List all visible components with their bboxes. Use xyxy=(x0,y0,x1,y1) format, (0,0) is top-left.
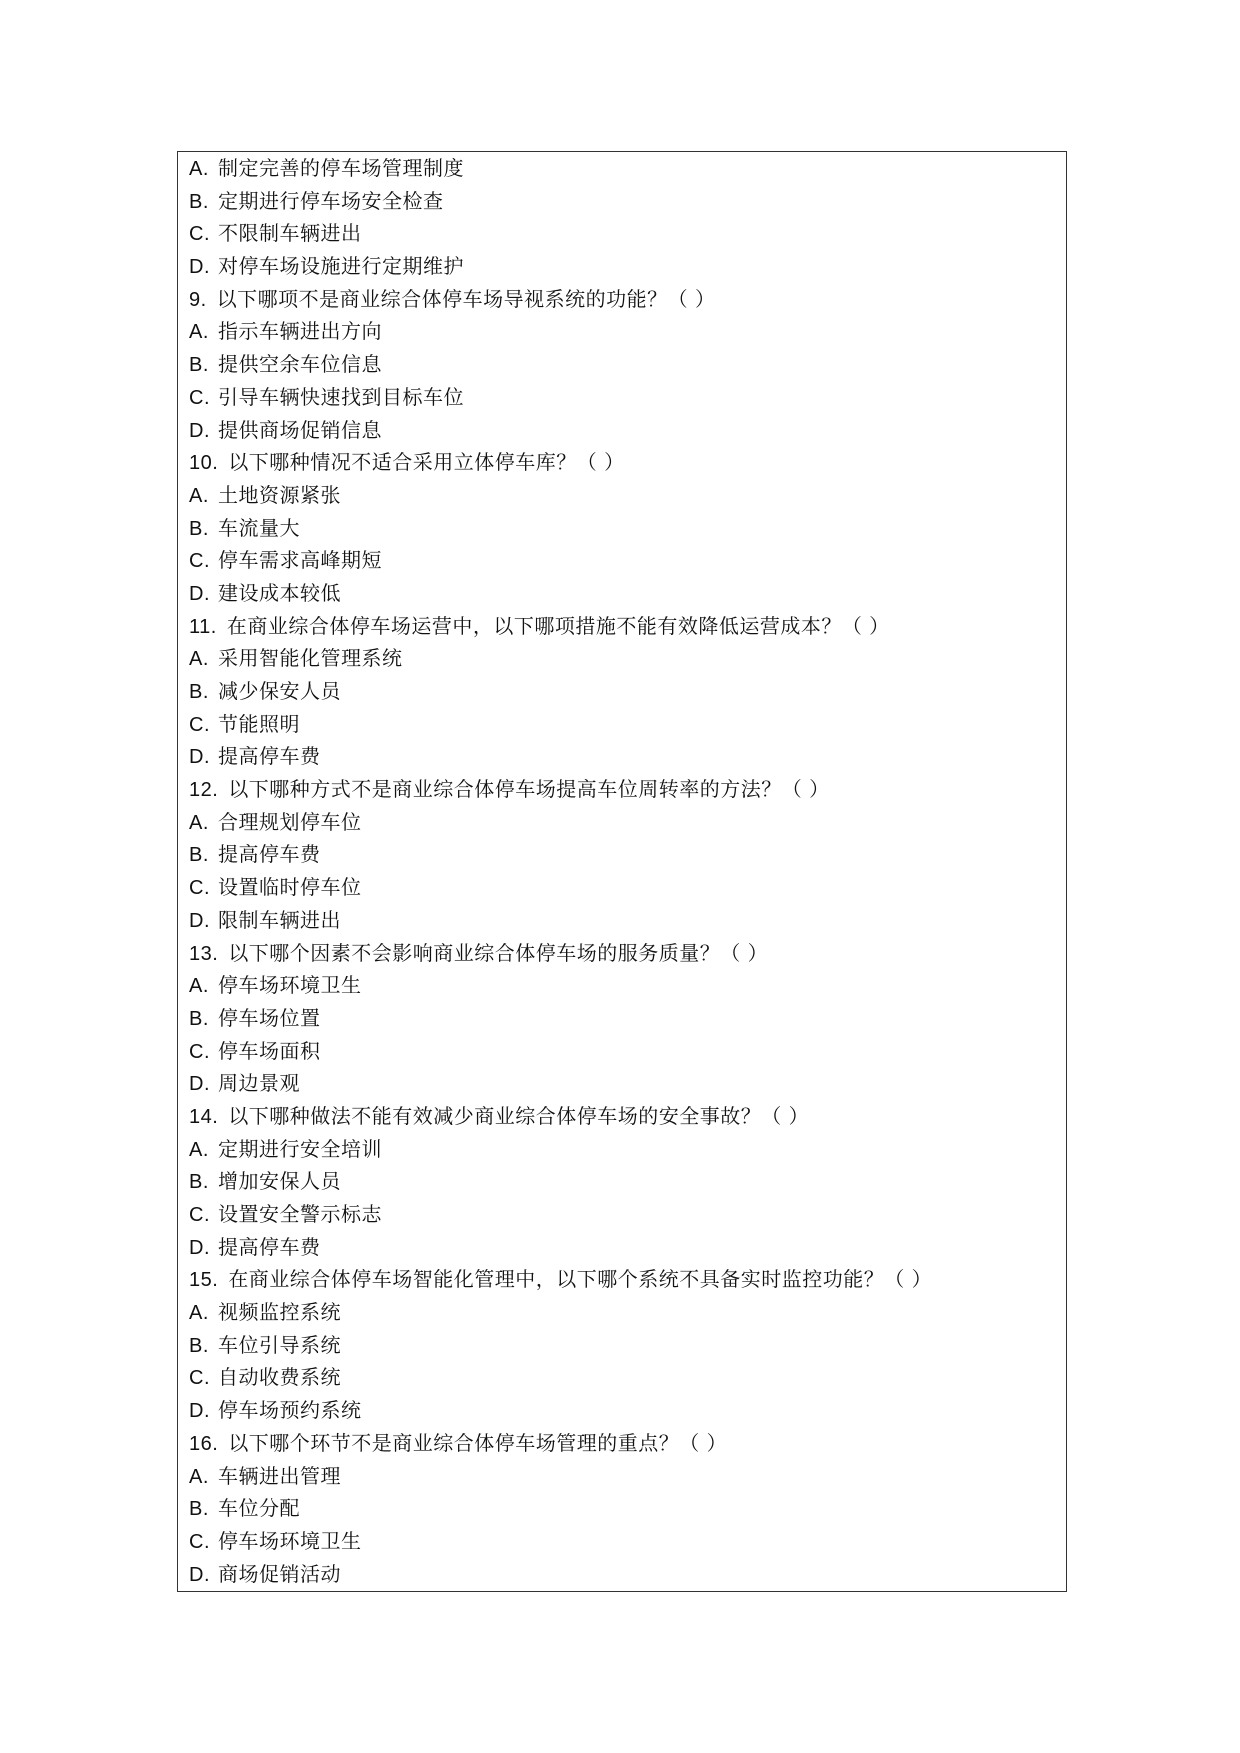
option-label: D. xyxy=(189,1073,210,1096)
option-label: A. xyxy=(189,321,209,344)
question-number: 12. xyxy=(189,779,219,802)
option-line xyxy=(189,904,1049,937)
option-line xyxy=(189,348,1049,381)
option-label: B. xyxy=(189,1334,209,1357)
option-text: 制定完善的停车场管理制度 xyxy=(218,156,464,180)
option-text: 提高停车费 xyxy=(218,744,321,769)
option-label: A. xyxy=(189,1138,209,1161)
question-line xyxy=(189,1100,1049,1133)
option-text: 定期进行安全培训 xyxy=(218,1136,382,1161)
option-label: B. xyxy=(189,1171,209,1194)
option-label: D. xyxy=(189,419,210,442)
question-number: 13. xyxy=(189,942,219,965)
option-line xyxy=(189,577,1049,610)
option-text: 不限制车辆进出 xyxy=(218,221,362,246)
option-text: 设置安全警示标志 xyxy=(218,1202,382,1226)
option-line xyxy=(189,708,1049,741)
option-text: 节能照明 xyxy=(218,711,300,736)
option-text: 减少保安人员 xyxy=(218,679,341,703)
question-number: 16. xyxy=(189,1432,219,1455)
question-number: 15. xyxy=(189,1269,219,1292)
option-line xyxy=(189,740,1049,773)
option-label: B. xyxy=(189,190,209,213)
question-text: 以下哪个环节不是商业综合体停车场管理的重点？（ ） xyxy=(228,1430,728,1455)
option-label: B. xyxy=(189,844,209,867)
option-label: A. xyxy=(189,158,209,180)
option-line xyxy=(189,838,1049,871)
option-text: 停车需求高峰期短 xyxy=(218,548,382,573)
question-line xyxy=(189,1263,1049,1296)
question-number: 14. xyxy=(189,1105,219,1128)
option-line xyxy=(189,1492,1049,1525)
question-text: 以下哪项不是商业综合体停车场导视系统的功能？（ ） xyxy=(216,286,716,311)
option-label: D. xyxy=(189,1400,210,1423)
question-list xyxy=(189,152,1049,1590)
option-line xyxy=(189,479,1049,512)
option-text: 采用智能化管理系统 xyxy=(218,646,403,671)
option-text: 提高停车费 xyxy=(218,842,321,867)
option-line xyxy=(189,675,1049,708)
option-text: 提供商场促销信息 xyxy=(218,417,382,442)
option-text: 车流量大 xyxy=(218,515,300,540)
option-text: 周边景观 xyxy=(218,1071,300,1096)
option-text: 提供空余车位信息 xyxy=(218,352,382,377)
option-line xyxy=(189,1133,1049,1166)
option-line xyxy=(189,1165,1049,1198)
question-text: 在商业综合体停车场智能化管理中，以下哪个系统不具备实时监控功能？（ ） xyxy=(228,1267,933,1292)
option-label: C. xyxy=(189,223,210,246)
question-text: 以下哪个因素不会影响商业综合体停车场的服务质量？（ ） xyxy=(228,940,769,965)
option-line xyxy=(189,1525,1049,1558)
option-text: 限制车辆进出 xyxy=(218,907,341,932)
option-line xyxy=(189,414,1049,447)
option-text: 车位分配 xyxy=(218,1496,300,1521)
option-label: B. xyxy=(189,517,209,540)
option-line xyxy=(189,1361,1049,1394)
option-line xyxy=(189,1002,1049,1035)
option-text: 建设成本较低 xyxy=(218,580,341,605)
option-text: 引导车辆快速找到目标车位 xyxy=(218,384,464,409)
option-label: B. xyxy=(189,1007,209,1030)
option-line xyxy=(189,1460,1049,1493)
option-line xyxy=(189,217,1049,250)
question-line xyxy=(189,937,1049,970)
option-line xyxy=(189,512,1049,545)
question-number: 9. xyxy=(189,288,207,311)
option-label: A. xyxy=(189,975,209,998)
option-label: D. xyxy=(189,582,210,605)
question-text: 在商业综合体停车场运营中，以下哪项措施不能有效降低运营成本？（ ） xyxy=(226,613,890,638)
option-text: 视频监控系统 xyxy=(218,1300,341,1325)
option-text: 商场促销活动 xyxy=(218,1561,341,1586)
option-label: C. xyxy=(189,1530,210,1553)
question-line xyxy=(189,610,1049,643)
option-label: C. xyxy=(189,713,210,736)
option-label: C. xyxy=(189,1040,210,1063)
option-label: C. xyxy=(189,877,210,900)
option-line xyxy=(189,1067,1049,1100)
option-label: B. xyxy=(189,681,209,703)
option-line xyxy=(189,1329,1049,1362)
option-label: B. xyxy=(189,1498,209,1521)
option-line xyxy=(189,1394,1049,1427)
question-text: 以下哪种情况不适合采用立体停车库？（ ） xyxy=(228,450,625,475)
option-line xyxy=(189,250,1049,283)
option-line xyxy=(189,969,1049,1002)
option-text: 停车场环境卫生 xyxy=(218,973,362,998)
option-text: 指示车辆进出方向 xyxy=(218,319,382,344)
option-text: 停车场预约系统 xyxy=(218,1398,362,1423)
option-label: A. xyxy=(189,1465,209,1488)
option-line xyxy=(189,806,1049,839)
option-label: D. xyxy=(189,1563,210,1586)
question-line xyxy=(189,283,1049,316)
option-line xyxy=(189,185,1049,218)
question-number: 10. xyxy=(189,452,219,475)
option-label: A. xyxy=(189,1302,209,1325)
option-line xyxy=(189,1558,1049,1591)
option-text: 提高停车费 xyxy=(218,1234,321,1259)
option-label: D. xyxy=(189,256,210,279)
option-line xyxy=(189,381,1049,414)
option-line xyxy=(189,642,1049,675)
question-number: 11. xyxy=(189,615,217,638)
option-label: D. xyxy=(189,909,210,932)
option-text: 增加安保人员 xyxy=(218,1169,341,1194)
option-line xyxy=(189,1198,1049,1231)
option-text: 定期进行停车场安全检查 xyxy=(218,188,444,213)
option-line xyxy=(189,152,1049,185)
option-text: 停车场面积 xyxy=(218,1038,321,1063)
option-text: 车位引导系统 xyxy=(218,1332,341,1357)
option-text: 车辆进出管理 xyxy=(218,1463,341,1488)
option-line xyxy=(189,1035,1049,1068)
option-text: 自动收费系统 xyxy=(218,1365,341,1390)
option-label: D. xyxy=(189,1236,210,1259)
question-line xyxy=(189,773,1049,806)
option-label: C. xyxy=(189,1367,210,1390)
option-line xyxy=(189,544,1049,577)
option-text: 合理规划停车位 xyxy=(218,809,362,834)
question-text: 以下哪种做法不能有效减少商业综合体停车场的安全事故？（ ） xyxy=(228,1103,810,1128)
question-line xyxy=(189,1427,1049,1460)
option-label: A. xyxy=(189,484,209,507)
option-label: C. xyxy=(189,550,210,573)
option-label: D. xyxy=(189,746,210,769)
option-text: 停车场环境卫生 xyxy=(218,1528,362,1553)
option-label: A. xyxy=(189,811,209,834)
option-line xyxy=(189,315,1049,348)
option-label: A. xyxy=(189,648,209,671)
option-text: 设置临时停车位 xyxy=(218,875,362,900)
option-text: 停车场位置 xyxy=(218,1005,321,1030)
question-text: 以下哪种方式不是商业综合体停车场提高车位周转率的方法？（ ） xyxy=(228,777,830,802)
option-line xyxy=(189,1231,1049,1264)
option-line xyxy=(189,1296,1049,1329)
option-label: B. xyxy=(189,354,209,377)
option-label: C. xyxy=(189,1204,210,1226)
question-line xyxy=(189,446,1049,479)
option-label: C. xyxy=(189,386,210,409)
option-text: 土地资源紧张 xyxy=(218,482,341,507)
option-line xyxy=(189,871,1049,904)
option-text: 对停车场设施进行定期维护 xyxy=(218,254,464,279)
